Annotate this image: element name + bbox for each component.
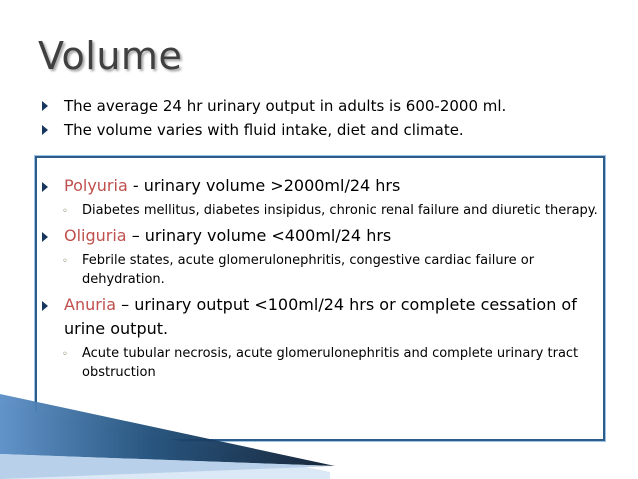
intro-bullet-text: The volume varies with fluid intake, diet and climate. xyxy=(64,121,464,139)
term-name: Polyuria xyxy=(64,176,128,195)
volume-terms-list xyxy=(38,174,598,386)
circle-bullet-icon: ◦ xyxy=(62,256,68,267)
term-examples-oliguria xyxy=(38,251,598,289)
term-definition: – urinary output <100ml/24 hrs or complete cessation of urine output. xyxy=(64,295,577,338)
arrow-bullet-icon xyxy=(42,182,48,192)
arrow-bullet-icon xyxy=(42,232,48,242)
term-name: Oliguria xyxy=(64,226,127,245)
term-examples-anuria xyxy=(38,344,598,382)
examples-text: Febrile states, acute glomerulonephritis, congestive cardiac failure or dehydration. xyxy=(82,253,535,287)
term-definition: - urinary volume >2000ml/24 hrs xyxy=(127,176,401,195)
term-item-polyuria xyxy=(38,174,598,198)
circle-bullet-icon: ◦ xyxy=(62,206,68,217)
arrow-bullet-icon xyxy=(42,101,48,111)
decorative-wedge-graphic xyxy=(0,394,638,479)
term-definition: – urinary volume <400ml/24 hrs xyxy=(126,226,392,245)
slide-title: Volume xyxy=(38,34,183,78)
term-item-oliguria xyxy=(38,224,598,248)
intro-bullet-list xyxy=(38,94,618,142)
examples-text: Diabetes mellitus, diabetes insipidus, chronic renal failure and diuretic therapy. xyxy=(82,203,598,218)
intro-bullet-text: The average 24 hr urinary output in adults is 600-2000 ml. xyxy=(64,97,507,115)
term-name: Anuria xyxy=(64,295,117,314)
arrow-bullet-icon xyxy=(42,125,48,135)
circle-bullet-icon: ◦ xyxy=(62,349,68,360)
examples-text: Acute tubular necrosis, acute glomerulonephritis and complete urinary tract obstruction xyxy=(82,346,579,380)
term-examples-polyuria xyxy=(38,201,598,220)
arrow-bullet-icon xyxy=(42,301,48,311)
intro-bullet-2 xyxy=(38,118,618,142)
term-item-anuria xyxy=(38,293,598,341)
intro-bullet-1 xyxy=(38,94,618,118)
